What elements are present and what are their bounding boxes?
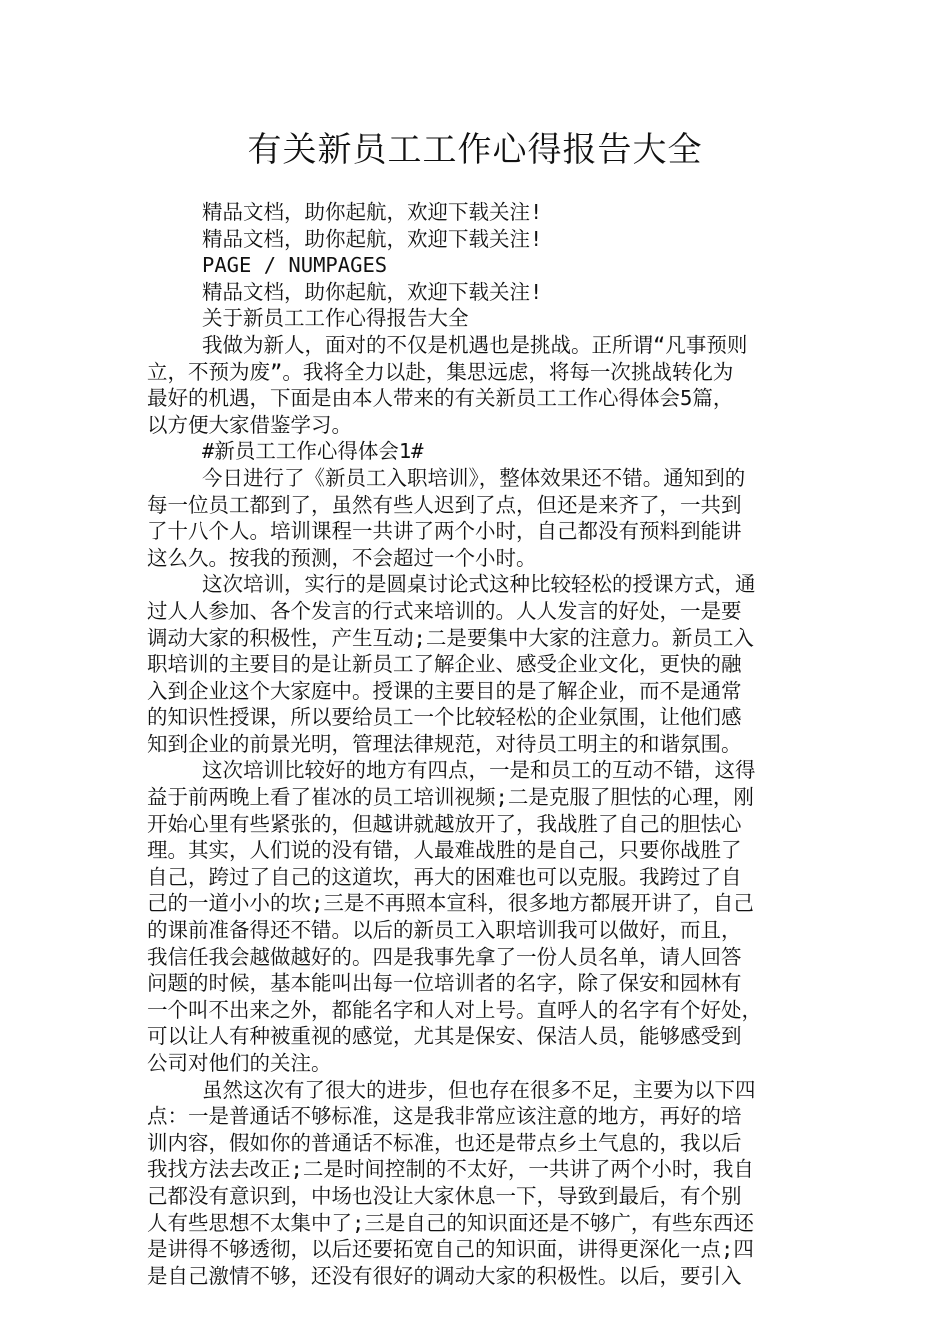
text-line: 精品文档，助你起航，欢迎下载关注!	[202, 279, 543, 304]
text-line: 可以让人有种被重视的感觉，尤其是保安、保洁人员，能够感受到	[147, 1024, 742, 1049]
text-line: 最好的机遇，下面是由本人带来的有关新员工工作心得体会5篇，	[147, 386, 734, 411]
text-line: 职培训的主要目的是让新员工了解企业、感受企业文化，更快的融	[147, 652, 742, 677]
text-line: 一个叫不出来之外，都能名字和人对上号。直呼人的名字有个好处，	[147, 997, 762, 1022]
text-line: PAGE / NUMPAGES	[202, 253, 388, 278]
text-line: 自己，跨过了自己的这道坎，再大的困难也可以克服。我跨过了自	[147, 864, 742, 889]
text-line: 己都没有意识到，中场也没让大家休息一下，导致到最后，有个别	[147, 1183, 742, 1208]
text-line: 调动大家的积极性，产生互动;二是要集中大家的注意力。新员工入	[147, 625, 754, 650]
text-line: 过人人参加、各个发言的行式来培训的。人人发言的好处，一是要	[147, 598, 742, 623]
text-line: 这次培训，实行的是圆桌讨论式这种比较轻松的授课方式，通	[202, 572, 756, 597]
text-line: 己的一道小小的坎;三是不再照本宣科，很多地方都展开讲了，自己	[147, 891, 754, 916]
text-line: 点：一是普通话不够标准，这是我非常应该注意的地方，再好的培	[147, 1104, 742, 1129]
text-line: 精品文档，助你起航，欢迎下载关注!	[202, 226, 543, 251]
text-line: 是讲得不够透彻，以后还要拓宽自己的知识面，讲得更深化一点;四	[147, 1237, 754, 1262]
text-line: 立，不预为废”。我将全力以赴，集思远虑，将每一次挑战转化为	[147, 359, 734, 384]
text-line: 问题的时候，基本能叫出每一位培训者的名字，除了保安和园林有	[147, 971, 742, 996]
text-line: 开始心里有些紧张的，但越讲就越放开了，我战胜了自己的胆怯心	[147, 811, 742, 836]
text-line: #新员工工作心得体会1#	[202, 439, 424, 464]
text-line: 以方便大家借鉴学习。	[147, 412, 352, 437]
text-line: 人有些思想不太集中了;三是自己的知识面还是不够广，有些东西还	[147, 1210, 754, 1235]
text-line: 我做为新人，面对的不仅是机遇也是挑战。正所谓“凡事预则	[202, 332, 748, 357]
text-line: 虽然这次有了很大的进步，但也存在很多不足，主要为以下四	[202, 1077, 756, 1102]
text-line: 关于新员工工作心得报告大全	[202, 306, 469, 331]
text-line: 我信任我会越做越好的。四是我事先拿了一份人员名单，请人回答	[147, 944, 742, 969]
text-line: 益于前两晚上看了崔冰的员工培训视频;二是克服了胆怯的心理，刚	[147, 785, 754, 810]
text-line: 知到企业的前景光明，管理法律规范，对待员工明主的和谐氛围。	[147, 731, 742, 756]
text-line: 公司对他们的关注。	[147, 1051, 332, 1075]
document-title: 有关新员工工作心得报告大全	[247, 130, 703, 170]
text-line: 理。其实，人们说的没有错，人最难战胜的是自己，只要你战胜了	[147, 838, 742, 863]
text-line: 训内容，假如你的普通话不标准，也还是带点乡土气息的，我以后	[147, 1130, 742, 1155]
text-line: 这么久。按我的预测，不会超过一个小时。	[147, 545, 537, 570]
text-line: 是自己激情不够，还没有很好的调动大家的积极性。以后，要引入	[147, 1263, 742, 1288]
text-line: 今日进行了《新员工入职培训》，整体效果还不错。通知到的	[202, 465, 746, 490]
text-line: 的课前准备得还不错。以后的新员工入职培训我可以做好，而且，	[147, 918, 742, 943]
text-line: 精品文档，助你起航，欢迎下载关注!	[202, 200, 543, 224]
text-line: 这次培训比较好的地方有四点，一是和员工的互动不错，这得	[202, 758, 756, 783]
text-line: 每一位员工都到了，虽然有些人迟到了点，但还是来齐了，一共到	[147, 492, 742, 517]
text-line: 的知识性授课，所以要给员工一个比较轻松的企业氛围，让他们感	[147, 705, 742, 730]
document-body	[147, 199, 812, 1289]
text-line: 了十八个人。培训课程一共讲了两个小时，自己都没有预料到能讲	[147, 519, 742, 544]
text-line: 我找方法去改正;二是时间控制的不太好，一共讲了两个小时，我自	[147, 1157, 754, 1182]
text-line: 入到企业这个大家庭中。授课的主要目的是了解企业，而不是通常	[147, 678, 742, 703]
